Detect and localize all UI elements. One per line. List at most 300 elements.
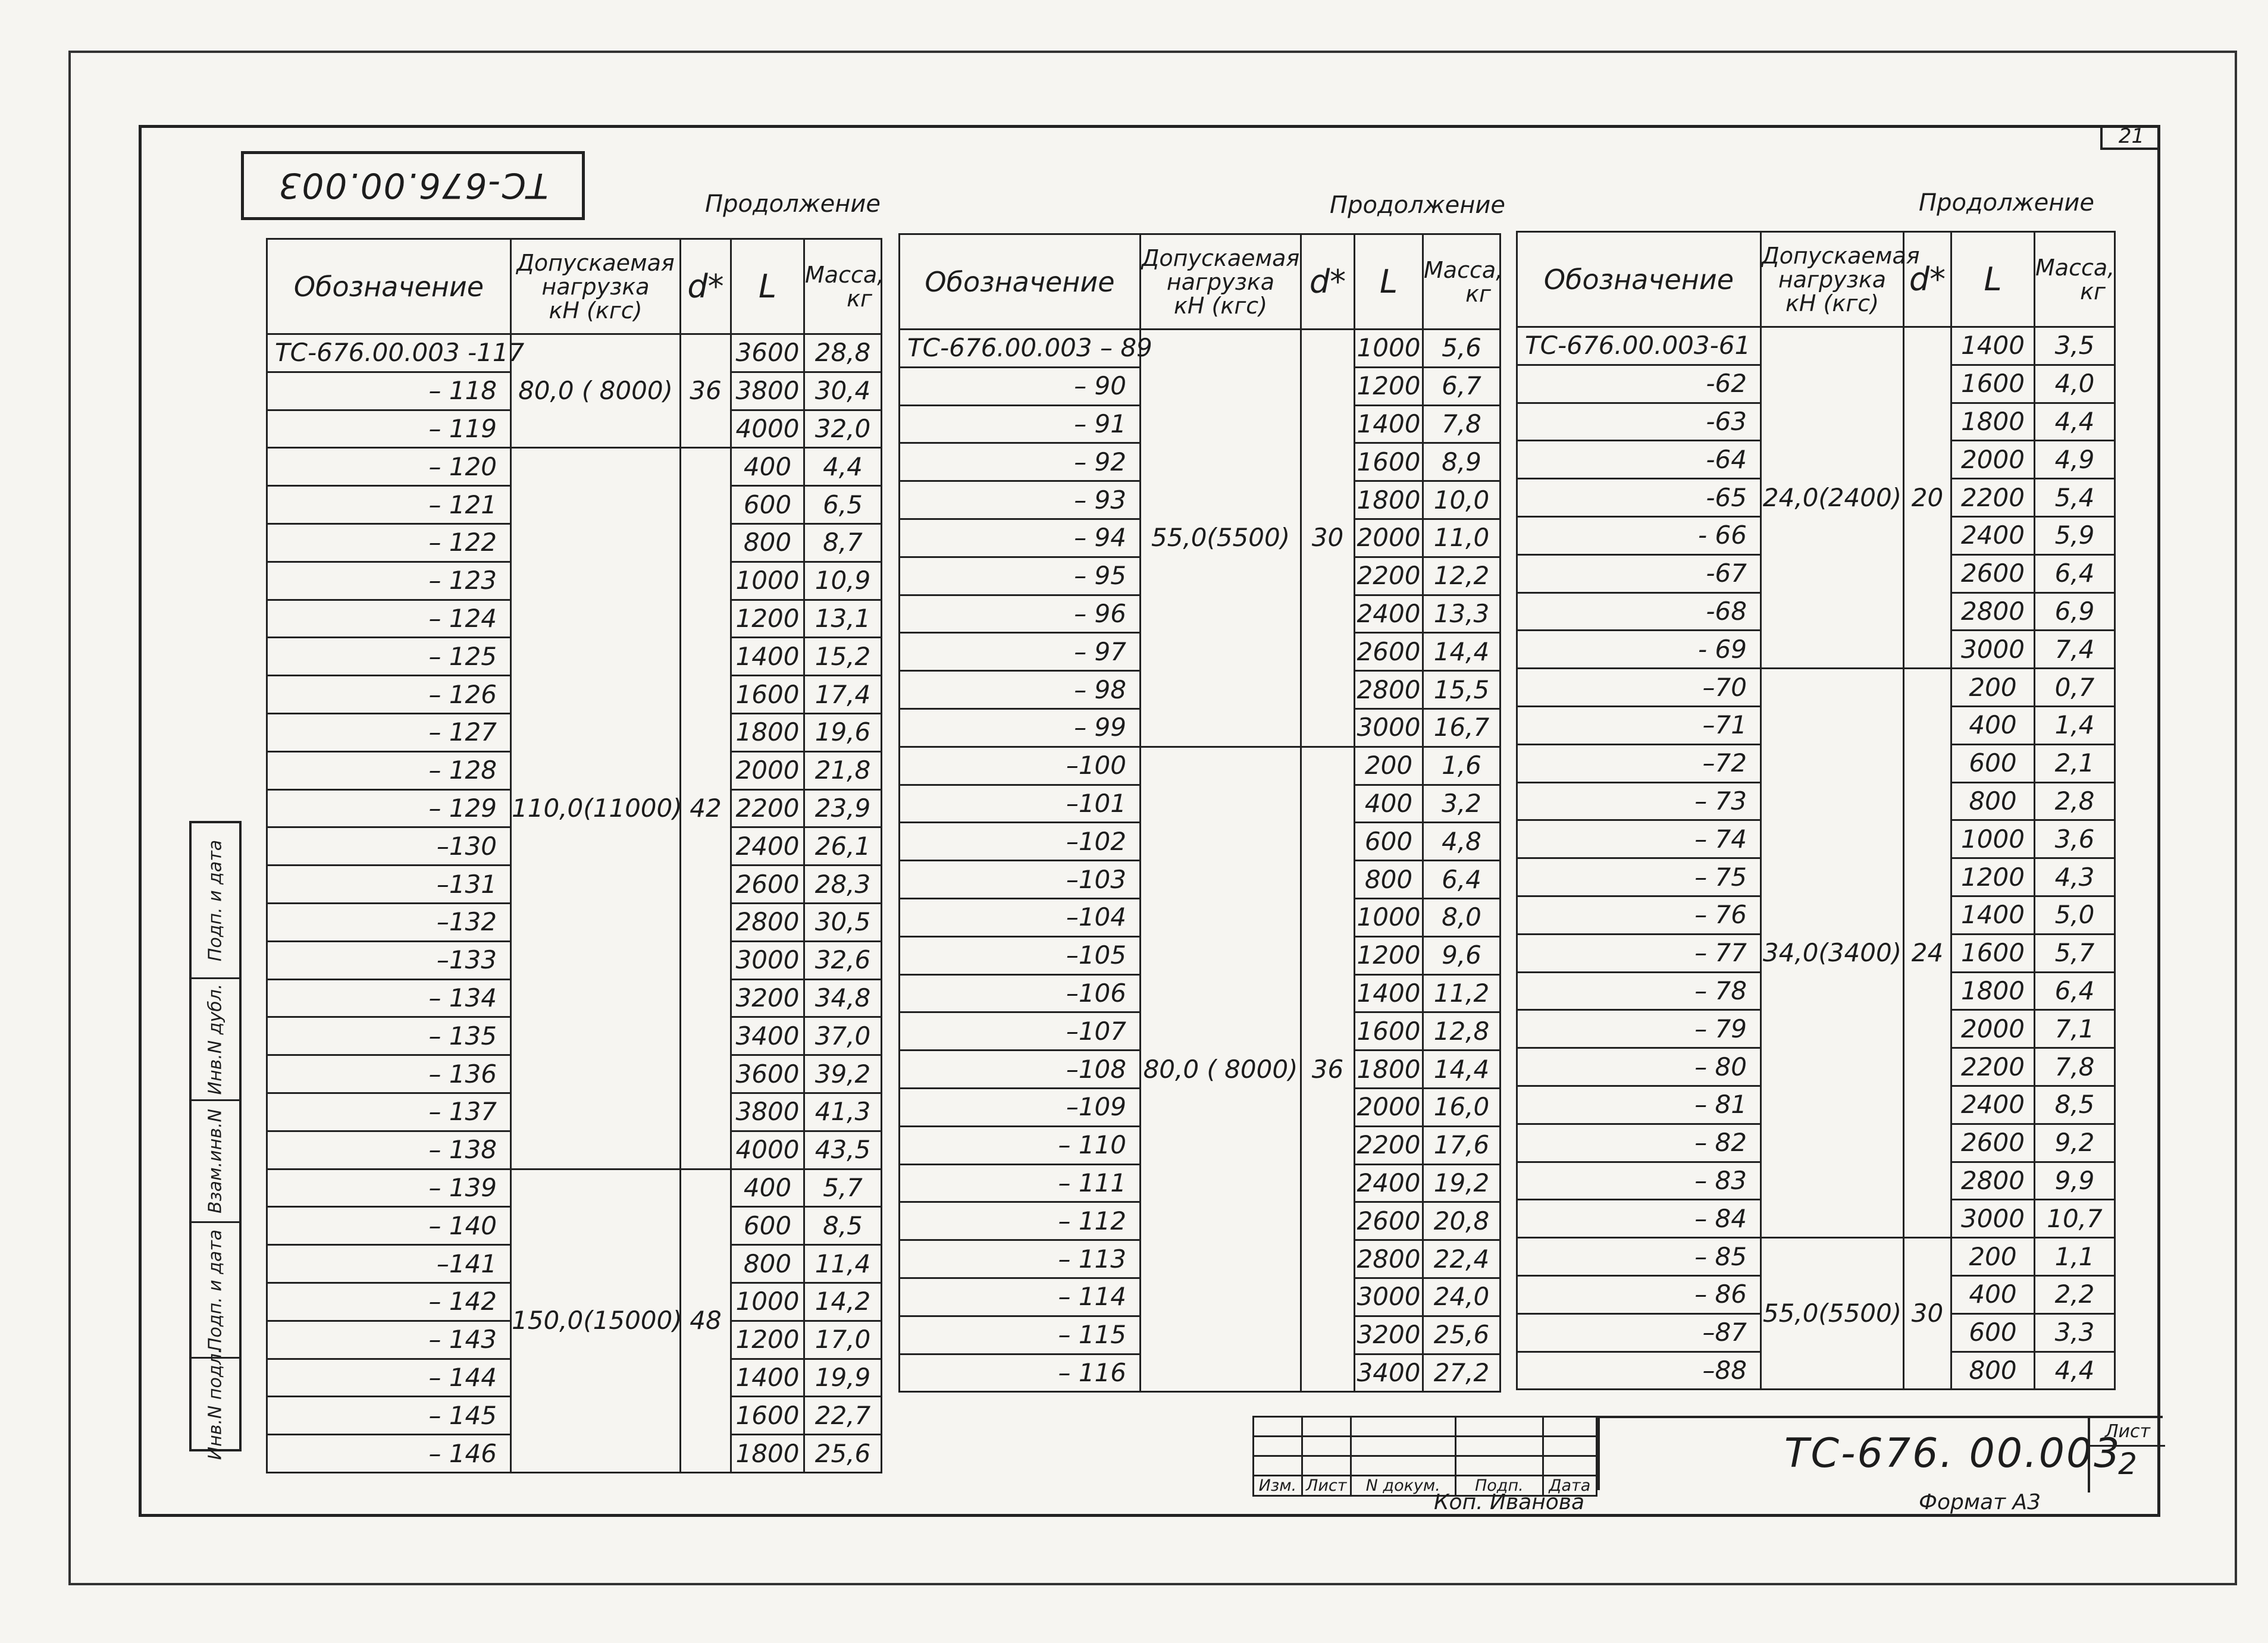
designation-cell: – 129 bbox=[267, 789, 511, 827]
designation-cell: – 99 bbox=[900, 708, 1141, 747]
sheet-label: Лист bbox=[2090, 1418, 2165, 1447]
table-row bbox=[267, 448, 882, 486]
designation-cell: –105 bbox=[900, 936, 1141, 974]
length-cell: 2400 bbox=[1355, 595, 1423, 633]
length-cell: 1000 bbox=[1355, 898, 1423, 936]
mass-cell: 32,0 bbox=[804, 410, 882, 448]
designation-cell: – 85 bbox=[1517, 1238, 1761, 1276]
mass-cell: 34,8 bbox=[804, 979, 882, 1017]
mass-cell: 19,6 bbox=[804, 713, 882, 751]
designation-cell: – 124 bbox=[267, 600, 511, 638]
mass-cell: 3,3 bbox=[2035, 1313, 2115, 1352]
mass-cell: 3,5 bbox=[2035, 327, 2115, 365]
designation-cell: – 86 bbox=[1517, 1275, 1761, 1313]
designation-cell: – 139 bbox=[267, 1169, 511, 1207]
mass-cell: 1,1 bbox=[2035, 1238, 2115, 1276]
mass-cell: 12,2 bbox=[1423, 557, 1500, 595]
length-cell: 2800 bbox=[731, 903, 804, 941]
length-cell: 3000 bbox=[731, 941, 804, 979]
table-row bbox=[900, 330, 1500, 368]
designation-cell: – 146 bbox=[267, 1435, 511, 1473]
designation-cell: ТС-676.00.003 – 89 bbox=[900, 330, 1141, 368]
mass-cell: 5,7 bbox=[2035, 934, 2115, 972]
length-cell: 1800 bbox=[731, 713, 804, 751]
col-length: L bbox=[731, 239, 804, 334]
col-mass: Масса, кг bbox=[1423, 234, 1500, 330]
table-header-row bbox=[1517, 232, 2115, 327]
length-cell: 400 bbox=[1355, 785, 1423, 823]
designation-cell: -67 bbox=[1517, 554, 1761, 592]
designation-cell: – 110 bbox=[900, 1126, 1141, 1164]
mass-cell: 17,4 bbox=[804, 676, 882, 714]
designation-cell: – 123 bbox=[267, 562, 511, 600]
col-diameter: d* bbox=[1301, 234, 1355, 330]
length-cell: 600 bbox=[731, 1207, 804, 1245]
designation-cell: – 81 bbox=[1517, 1086, 1761, 1124]
mass-cell: 10,9 bbox=[804, 562, 882, 600]
designation-cell: – 135 bbox=[267, 1017, 511, 1055]
col-diameter: d* bbox=[681, 239, 731, 334]
designation-cell: – 78 bbox=[1517, 972, 1761, 1010]
length-cell: 1600 bbox=[1355, 443, 1423, 481]
length-cell: 2200 bbox=[1951, 1048, 2035, 1086]
diameter-cell: 30 bbox=[1301, 330, 1355, 747]
mass-cell: 1,6 bbox=[1423, 747, 1500, 785]
length-cell: 200 bbox=[1355, 747, 1423, 785]
designation-cell: – 79 bbox=[1517, 1010, 1761, 1048]
length-cell: 2200 bbox=[731, 789, 804, 827]
length-cell: 3000 bbox=[1355, 1278, 1423, 1316]
col-allowed-load: Допускаемая нагрузка кН (кгс) bbox=[1761, 232, 1904, 327]
designation-cell: – 73 bbox=[1517, 782, 1761, 820]
designation-cell: – 125 bbox=[267, 638, 511, 676]
mass-cell: 4,4 bbox=[804, 448, 882, 486]
mass-cell: 8,5 bbox=[804, 1207, 882, 1245]
length-cell: 1400 bbox=[731, 638, 804, 676]
length-cell: 1000 bbox=[1355, 330, 1423, 368]
length-cell: 1800 bbox=[731, 1435, 804, 1473]
length-cell: 400 bbox=[731, 448, 804, 486]
designation-cell: –107 bbox=[900, 1012, 1141, 1051]
diameter-cell: 36 bbox=[681, 334, 731, 448]
mass-cell: 16,7 bbox=[1423, 708, 1500, 747]
document-code: ТС-676. 00.003 bbox=[1784, 1430, 2122, 1477]
length-cell: 1200 bbox=[731, 1321, 804, 1359]
side-field-sign-date: Подп. и дата bbox=[192, 1223, 239, 1359]
length-cell: 2600 bbox=[1951, 1124, 2035, 1162]
title-main-field bbox=[1597, 1416, 2163, 1490]
mass-cell: 7,8 bbox=[2035, 1048, 2115, 1086]
mass-cell: 43,5 bbox=[804, 1131, 882, 1169]
mass-cell: 19,2 bbox=[1423, 1164, 1500, 1202]
length-cell: 3000 bbox=[1355, 708, 1423, 747]
length-cell: 2000 bbox=[1355, 519, 1423, 557]
col-length: L bbox=[1355, 234, 1423, 330]
mass-cell: 14,4 bbox=[1423, 633, 1500, 671]
table-row bbox=[267, 1169, 882, 1207]
length-cell: 1000 bbox=[731, 1283, 804, 1321]
side-field-sign-date-top: Подп. и дата bbox=[192, 823, 239, 979]
length-cell: 2000 bbox=[731, 751, 804, 789]
length-cell: 600 bbox=[731, 486, 804, 524]
length-cell: 1400 bbox=[1951, 327, 2035, 365]
length-cell: 1800 bbox=[1951, 972, 2035, 1010]
diameter-cell: 30 bbox=[1904, 1238, 1951, 1390]
length-cell: 3200 bbox=[731, 979, 804, 1017]
mass-cell: 25,6 bbox=[1423, 1316, 1500, 1354]
length-cell: 200 bbox=[1951, 669, 2035, 707]
length-cell: 1400 bbox=[1355, 974, 1423, 1012]
designation-cell: – 118 bbox=[267, 372, 511, 410]
mass-cell: 39,2 bbox=[804, 1055, 882, 1093]
table-header-row bbox=[267, 239, 882, 334]
length-cell: 200 bbox=[1951, 1238, 2035, 1276]
designation-cell: – 144 bbox=[267, 1359, 511, 1397]
col-sheet: Лист bbox=[1302, 1476, 1351, 1496]
table-row bbox=[1517, 669, 2115, 707]
length-cell: 1600 bbox=[1951, 934, 2035, 972]
length-cell: 2400 bbox=[1355, 1164, 1423, 1202]
load-cell: 55,0(5500) bbox=[1761, 1238, 1904, 1390]
mass-cell: 9,9 bbox=[2035, 1162, 2115, 1200]
designation-cell: -65 bbox=[1517, 479, 1761, 517]
designation-cell: –133 bbox=[267, 941, 511, 979]
mass-cell: 6,4 bbox=[2035, 554, 2115, 592]
designation-cell: – 119 bbox=[267, 410, 511, 448]
diameter-cell: 42 bbox=[681, 448, 731, 1169]
mass-cell: 9,6 bbox=[1423, 936, 1500, 974]
sheet-number: 2 bbox=[2118, 1447, 2137, 1481]
length-cell: 2000 bbox=[1951, 441, 2035, 479]
mass-cell: 4,4 bbox=[2035, 1352, 2115, 1390]
mass-cell: 32,6 bbox=[804, 941, 882, 979]
length-cell: 1200 bbox=[1951, 858, 2035, 896]
designation-cell: –104 bbox=[900, 898, 1141, 936]
mass-cell: 4,0 bbox=[2035, 365, 2115, 403]
col-designation: Обозначение bbox=[900, 234, 1141, 330]
designation-cell: – 80 bbox=[1517, 1048, 1761, 1086]
mass-cell: 27,2 bbox=[1423, 1354, 1500, 1392]
length-cell: 1400 bbox=[731, 1359, 804, 1397]
mass-cell: 9,2 bbox=[2035, 1124, 2115, 1162]
mass-cell: 22,4 bbox=[1423, 1240, 1500, 1278]
length-cell: 1800 bbox=[1355, 1051, 1423, 1089]
mass-cell: 15,5 bbox=[1423, 671, 1500, 709]
mass-cell: 5,4 bbox=[2035, 479, 2115, 517]
load-cell: 150,0(15000) bbox=[511, 1169, 681, 1472]
length-cell: 2600 bbox=[731, 866, 804, 904]
table-row bbox=[1517, 327, 2115, 365]
designation-cell: – 83 bbox=[1517, 1162, 1761, 1200]
length-cell: 3400 bbox=[731, 1017, 804, 1055]
designation-cell: – 98 bbox=[900, 671, 1141, 709]
length-cell: 2800 bbox=[1355, 1240, 1423, 1278]
designation-cell: –109 bbox=[900, 1088, 1141, 1126]
length-cell: 3400 bbox=[1355, 1354, 1423, 1392]
designation-cell: –101 bbox=[900, 785, 1141, 823]
mass-cell: 4,9 bbox=[2035, 441, 2115, 479]
mass-cell: 14,4 bbox=[1423, 1051, 1500, 1089]
designation-cell: – 116 bbox=[900, 1354, 1141, 1392]
designation-cell: – 74 bbox=[1517, 820, 1761, 858]
mass-cell: 19,9 bbox=[804, 1359, 882, 1397]
designation-cell: – 93 bbox=[900, 481, 1141, 519]
mass-cell: 4,4 bbox=[2035, 403, 2115, 441]
mass-cell: 0,7 bbox=[2035, 669, 2115, 707]
designation-cell: –71 bbox=[1517, 706, 1761, 744]
mass-cell: 28,8 bbox=[804, 334, 882, 372]
designation-cell: –131 bbox=[267, 866, 511, 904]
designation-cell: ТС-676.00.003-61 bbox=[1517, 327, 1761, 365]
length-cell: 2600 bbox=[1355, 1202, 1423, 1240]
mass-cell: 2,2 bbox=[2035, 1275, 2115, 1313]
length-cell: 2800 bbox=[1355, 671, 1423, 709]
designation-cell: ТС-676.00.003 -117 bbox=[267, 334, 511, 372]
mass-cell: 12,8 bbox=[1423, 1012, 1500, 1051]
length-cell: 1200 bbox=[731, 600, 804, 638]
length-cell: 2200 bbox=[1355, 557, 1423, 595]
designation-cell: - 69 bbox=[1517, 631, 1761, 669]
designation-cell: – 84 bbox=[1517, 1200, 1761, 1238]
mass-cell: 11,2 bbox=[1423, 974, 1500, 1012]
designation-cell: – 136 bbox=[267, 1055, 511, 1093]
mass-cell: 6,4 bbox=[1423, 861, 1500, 899]
length-cell: 800 bbox=[1951, 782, 2035, 820]
designation-cell: -64 bbox=[1517, 441, 1761, 479]
designation-cell: –70 bbox=[1517, 669, 1761, 707]
designation-cell: – 128 bbox=[267, 751, 511, 789]
designation-cell: –108 bbox=[900, 1051, 1141, 1089]
length-cell: 1600 bbox=[1355, 1012, 1423, 1051]
continuation-label-1: Продолжение bbox=[705, 190, 881, 218]
designation-cell: – 77 bbox=[1517, 934, 1761, 972]
continuation-label-2: Продолжение bbox=[1330, 192, 1506, 219]
designation-cell: –130 bbox=[267, 827, 511, 866]
mass-cell: 15,2 bbox=[804, 638, 882, 676]
mass-cell: 6,9 bbox=[2035, 592, 2115, 631]
spec-table-1 bbox=[266, 238, 885, 1473]
col-mass: Масса, кг bbox=[2035, 232, 2115, 327]
length-cell: 800 bbox=[1951, 1352, 2035, 1390]
length-cell: 1600 bbox=[1951, 365, 2035, 403]
designation-cell: –87 bbox=[1517, 1313, 1761, 1352]
col-designation: Обозначение bbox=[267, 239, 511, 334]
mass-cell: 6,5 bbox=[804, 486, 882, 524]
designation-cell: – 94 bbox=[900, 519, 1141, 557]
length-cell: 2400 bbox=[731, 827, 804, 866]
diameter-cell: 24 bbox=[1904, 669, 1951, 1238]
designation-cell: –141 bbox=[267, 1245, 511, 1283]
mass-cell: 6,7 bbox=[1423, 367, 1500, 405]
col-signature: Подп. bbox=[1455, 1476, 1543, 1496]
col-designation: Обозначение bbox=[1517, 232, 1761, 327]
mass-cell: 24,0 bbox=[1423, 1278, 1500, 1316]
length-cell: 2800 bbox=[1951, 1162, 2035, 1200]
col-mass: Масса, кг bbox=[804, 239, 882, 334]
mass-cell: 21,8 bbox=[804, 751, 882, 789]
mass-cell: 8,7 bbox=[804, 523, 882, 562]
mass-cell: 8,9 bbox=[1423, 443, 1500, 481]
side-field-replace-inv: Взам.инв.N bbox=[192, 1101, 239, 1223]
length-cell: 1000 bbox=[1951, 820, 2035, 858]
mass-cell: 2,8 bbox=[2035, 782, 2115, 820]
col-allowed-load: Допускаемая нагрузка кН (кгс) bbox=[511, 239, 681, 334]
table-row bbox=[900, 747, 1500, 785]
mass-cell: 28,3 bbox=[804, 866, 882, 904]
load-cell: 80,0 ( 8000) bbox=[511, 334, 681, 448]
mass-cell: 4,8 bbox=[1423, 823, 1500, 861]
mass-cell: 5,9 bbox=[2035, 516, 2115, 554]
designation-cell: – 95 bbox=[900, 557, 1141, 595]
designation-cell: –106 bbox=[900, 974, 1141, 1012]
col-date: Дата bbox=[1543, 1476, 1596, 1496]
load-cell: 80,0 ( 8000) bbox=[1141, 747, 1301, 1392]
length-cell: 600 bbox=[1951, 1313, 2035, 1352]
length-cell: 800 bbox=[1355, 861, 1423, 899]
mass-cell: 7,1 bbox=[2035, 1010, 2115, 1048]
designation-cell: – 140 bbox=[267, 1207, 511, 1245]
length-cell: 1600 bbox=[731, 676, 804, 714]
designation-cell: – 138 bbox=[267, 1131, 511, 1169]
mass-cell: 3,2 bbox=[1423, 785, 1500, 823]
designation-cell: –88 bbox=[1517, 1352, 1761, 1390]
copied-by: Коп. Иванова bbox=[1434, 1490, 1585, 1515]
designation-cell: – 82 bbox=[1517, 1124, 1761, 1162]
designation-cell: – 114 bbox=[900, 1278, 1141, 1316]
mass-cell: 10,7 bbox=[2035, 1200, 2115, 1238]
designation-cell: -68 bbox=[1517, 592, 1761, 631]
length-cell: 400 bbox=[1951, 706, 2035, 744]
length-cell: 1000 bbox=[731, 562, 804, 600]
designation-cell: – 113 bbox=[900, 1240, 1141, 1278]
designation-cell: – 122 bbox=[267, 523, 511, 562]
mass-cell: 37,0 bbox=[804, 1017, 882, 1055]
designation-cell: – 143 bbox=[267, 1321, 511, 1359]
diameter-cell: 48 bbox=[681, 1169, 731, 1472]
mass-cell: 17,6 bbox=[1423, 1126, 1500, 1164]
table-row bbox=[1517, 1238, 2115, 1276]
designation-cell: – 90 bbox=[900, 367, 1141, 405]
mass-cell: 10,0 bbox=[1423, 481, 1500, 519]
designation-cell: – 134 bbox=[267, 979, 511, 1017]
mass-cell: 4,3 bbox=[2035, 858, 2115, 896]
mass-cell: 30,4 bbox=[804, 372, 882, 410]
designation-cell: – 92 bbox=[900, 443, 1141, 481]
mass-cell: 7,8 bbox=[1423, 405, 1500, 443]
col-length: L bbox=[1951, 232, 2035, 327]
length-cell: 1600 bbox=[731, 1397, 804, 1435]
designation-cell: –102 bbox=[900, 823, 1141, 861]
designation-cell: – 96 bbox=[900, 595, 1141, 633]
mass-cell: 23,9 bbox=[804, 789, 882, 827]
designation-cell: – 142 bbox=[267, 1283, 511, 1321]
length-cell: 2000 bbox=[1951, 1010, 2035, 1048]
designation-cell: – 121 bbox=[267, 486, 511, 524]
mass-cell: 8,5 bbox=[2035, 1086, 2115, 1124]
designation-cell: – 112 bbox=[900, 1202, 1141, 1240]
designation-cell: –100 bbox=[900, 747, 1141, 785]
designation-cell: -62 bbox=[1517, 365, 1761, 403]
designation-cell: – 115 bbox=[900, 1316, 1141, 1354]
sheet-box bbox=[2088, 1418, 2165, 1493]
mass-cell: 14,2 bbox=[804, 1283, 882, 1321]
load-cell: 110,0(11000) bbox=[511, 448, 681, 1169]
designation-cell: – 97 bbox=[900, 633, 1141, 671]
spec-table-2 bbox=[898, 233, 1501, 1393]
side-field-dup-inv: Инв.N дубл. bbox=[192, 979, 239, 1101]
length-cell: 2800 bbox=[1951, 592, 2035, 631]
diameter-cell: 20 bbox=[1904, 327, 1951, 669]
mass-cell: 11,4 bbox=[804, 1245, 882, 1283]
mass-cell: 22,7 bbox=[804, 1397, 882, 1435]
designation-cell: – 111 bbox=[900, 1164, 1141, 1202]
designation-cell: – 76 bbox=[1517, 896, 1761, 934]
col-diameter: d* bbox=[1904, 232, 1951, 327]
col-doc-number: N докум. bbox=[1351, 1476, 1455, 1496]
length-cell: 800 bbox=[731, 1245, 804, 1283]
mass-cell: 5,7 bbox=[804, 1169, 882, 1207]
mass-cell: 17,0 bbox=[804, 1321, 882, 1359]
length-cell: 4000 bbox=[731, 1131, 804, 1169]
length-cell: 1800 bbox=[1355, 481, 1423, 519]
continuation-label-3: Продолжение bbox=[1919, 189, 2095, 217]
table-row bbox=[267, 334, 882, 372]
length-cell: 2200 bbox=[1355, 1126, 1423, 1164]
length-cell: 1800 bbox=[1951, 403, 2035, 441]
length-cell: 800 bbox=[731, 523, 804, 562]
revision-grid bbox=[1252, 1416, 1597, 1497]
designation-cell: – 75 bbox=[1517, 858, 1761, 896]
load-cell: 34,0(3400) bbox=[1761, 669, 1904, 1238]
length-cell: 3200 bbox=[1355, 1316, 1423, 1354]
mass-cell: 3,6 bbox=[2035, 820, 2115, 858]
length-cell: 1400 bbox=[1355, 405, 1423, 443]
spec-table-3 bbox=[1516, 231, 2116, 1390]
mass-cell: 5,6 bbox=[1423, 330, 1500, 368]
mass-cell: 20,8 bbox=[1423, 1202, 1500, 1240]
length-cell: 2400 bbox=[1951, 516, 2035, 554]
table-header-row bbox=[900, 234, 1500, 330]
designation-cell: –103 bbox=[900, 861, 1141, 899]
designation-cell: –132 bbox=[267, 903, 511, 941]
length-cell: 3800 bbox=[731, 372, 804, 410]
length-cell: 1200 bbox=[1355, 367, 1423, 405]
col-allowed-load: Допускаемая нагрузка кН (кгс) bbox=[1141, 234, 1301, 330]
length-cell: 2400 bbox=[1951, 1086, 2035, 1124]
length-cell: 400 bbox=[731, 1169, 804, 1207]
designation-cell: – 145 bbox=[267, 1397, 511, 1435]
corner-sheet-mark: 21 bbox=[2100, 125, 2160, 150]
designation-cell: – 137 bbox=[267, 1093, 511, 1131]
mass-cell: 13,1 bbox=[804, 600, 882, 638]
length-cell: 3800 bbox=[731, 1093, 804, 1131]
mass-cell: 25,6 bbox=[804, 1435, 882, 1473]
designation-cell: -63 bbox=[1517, 403, 1761, 441]
load-cell: 55,0(5500) bbox=[1141, 330, 1301, 747]
side-field-orig-inv: Инв.N подл. bbox=[205, 1347, 226, 1460]
designation-cell: – 127 bbox=[267, 713, 511, 751]
length-cell: 600 bbox=[1355, 823, 1423, 861]
mass-cell: 11,0 bbox=[1423, 519, 1500, 557]
mass-cell: 30,5 bbox=[804, 903, 882, 941]
designation-cell: –72 bbox=[1517, 744, 1761, 782]
mass-cell: 6,4 bbox=[2035, 972, 2115, 1010]
length-cell: 1200 bbox=[1355, 936, 1423, 974]
designation-cell: – 91 bbox=[900, 405, 1141, 443]
length-cell: 3000 bbox=[1951, 631, 2035, 669]
length-cell: 3000 bbox=[1951, 1200, 2035, 1238]
inverted-document-stamp: ТС-676.00.003 bbox=[241, 151, 585, 220]
